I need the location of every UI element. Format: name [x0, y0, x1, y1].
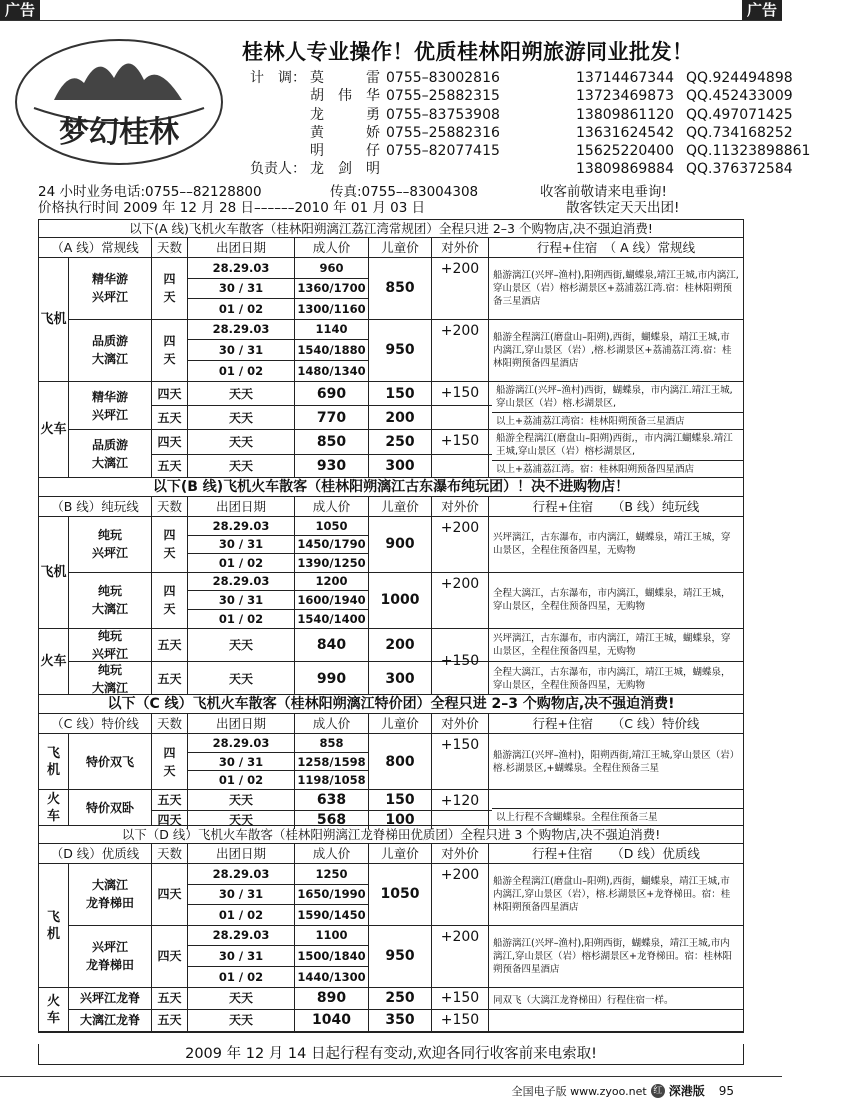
contact-row: [250, 69, 846, 87]
outside-price: +120: [432, 790, 489, 810]
date-cell: 30 / 31: [188, 753, 294, 772]
group-rows: [69, 988, 743, 1031]
date-list: [188, 926, 295, 988]
contact-mobile: 15625220400: [576, 143, 674, 160]
route-name: 特价双飞: [69, 734, 152, 789]
footer-site: 全国电子版 www.zyoo.net: [511, 1084, 647, 1098]
date-cell: 01 / 02: [218, 301, 264, 316]
itinerary-desc: 船游漓江(兴坪–渔村)，阳朔西街,靖江王城,穿山景区（岩）榕.杉湖景区,+蝴蝶泉。全程住预备三星: [493, 749, 735, 774]
contact-role: 计 调：: [250, 70, 306, 86]
header-cell: 对外价: [432, 497, 489, 516]
adult-price: 1040: [295, 1010, 369, 1031]
header-cell: 出团日期: [188, 844, 295, 863]
transport-group: [39, 790, 743, 826]
price-period: 价格执行时间 2009 年 12 月 28 日––––––2010 年 01 月 03 日: [38, 199, 426, 216]
adult-price: 1590/1450: [297, 907, 366, 922]
itinerary-desc: 兴坪漓江，古东瀑布，市内漓江，蝴蝶泉，靖江王城，穿山景区，全程住预备四星，无购物: [493, 532, 731, 557]
date-cell: 30 / 31: [188, 946, 294, 967]
route-row: [69, 1010, 743, 1031]
route-name: 品质游 大漓江: [69, 320, 152, 382]
itinerary-desc: 全程大漓江，古东瀑布，市内漓江，蝴蝶泉，靖江王城，穿山景区，全程住预备四星，无购物: [493, 588, 731, 613]
header-cell: （C 线）特价线: [39, 714, 152, 733]
transport-group: [39, 734, 743, 790]
transport-group: [39, 382, 743, 478]
ad-label-right: 广告: [742, 0, 782, 20]
child-price: 150: [369, 790, 432, 810]
section-band: 以下(B 线)飞机火车散客（桂林阳朔漓江古东瀑布纯玩团）！决不进购物店！: [39, 478, 743, 497]
route-days: 五天: [152, 455, 188, 479]
transport-label: 飞机: [39, 258, 69, 381]
route-name: 大漓江 龙脊梯田: [69, 864, 152, 925]
adult-price-list: [295, 734, 369, 789]
route-days: 四 天: [152, 258, 188, 319]
itinerary-desc: 兴坪漓江，古东瀑布，市内漓江，靖江王城，蝴蝶泉，穿山景区，全程住预备四星，无购物: [493, 633, 731, 657]
adult-price: 1140: [295, 320, 368, 341]
child-price: 950: [369, 926, 432, 988]
hotline-phone: 24 小时业务电话:0755––82128800: [38, 184, 262, 200]
train-rows: [152, 430, 492, 478]
transport-label: 飞 机: [39, 864, 69, 987]
adult-price: 1650/1990: [295, 885, 368, 906]
adult-price: 1600/1940: [295, 591, 368, 610]
date-cell: 28.29.03: [188, 258, 294, 279]
date-list: [188, 258, 295, 319]
transport-label: 火车: [39, 629, 69, 694]
train-rows: [152, 790, 492, 826]
transport-group: [39, 517, 743, 629]
header-cell: 出团日期: [188, 714, 295, 733]
date-cell: 天天: [188, 406, 295, 429]
outside-price: +150: [432, 652, 489, 695]
group-rows: [69, 629, 743, 694]
date-cell: 天天: [188, 662, 295, 695]
header-cell: 成人价: [295, 714, 369, 733]
adult-price: 690: [295, 382, 369, 405]
adult-price: 1300/1160: [297, 301, 366, 316]
date-cell: 30 / 31: [188, 340, 294, 361]
desc-rows: [492, 430, 743, 478]
header-cell: 成人价: [295, 238, 369, 257]
adult-price: 890: [295, 988, 369, 1009]
adult-price: 1050: [295, 517, 368, 536]
child-price: 200: [369, 406, 432, 429]
child-price: 350: [369, 1010, 432, 1031]
group-rows: [69, 790, 743, 828]
date-cell: 天天: [188, 811, 295, 829]
adult-price: 1100: [295, 926, 368, 947]
contact-qq: QQ.734168252: [686, 124, 793, 141]
adult-price-list: [295, 573, 369, 629]
itinerary-desc: 船游全程漓江(磨盘山–阳朔),西街，蝴蝶泉，靖江王城,市内漓江,穿山景区（岩）,榕.杉湖景区+荔浦荔江湾.宿：桂林阳朔预备四星酒店: [493, 331, 732, 369]
contact-qq: QQ.497071425: [686, 106, 793, 123]
route-days: 五天: [152, 988, 188, 1009]
contact-row: [250, 106, 846, 124]
adult-price: 1390/1250: [297, 555, 366, 570]
header-cell: （A 线）常规线: [39, 238, 152, 257]
header-cell: 儿童价: [369, 844, 432, 863]
header-cell: 儿童价: [369, 497, 432, 516]
transport-group: [39, 629, 743, 695]
route-name: 大漓江龙脊: [69, 1010, 152, 1031]
train-subrow: [152, 430, 492, 455]
fax-note: 收客前敬请来电垂询!: [540, 184, 667, 200]
transport-group: [39, 988, 743, 1032]
date-cell: 28.29.03: [188, 573, 294, 592]
train-subrow: [152, 455, 492, 479]
outside-price: +150: [432, 988, 489, 1009]
outside-price: +150: [432, 430, 489, 454]
itinerary-desc: 船游全程漓江(磨盘山–阳朔)西街,，市内漓江蝴蝶泉.靖江王城,穿山景区（岩）榕杉湖景区,: [492, 430, 743, 461]
route-days: 四 天: [152, 573, 188, 629]
date-cell: 30 / 31: [188, 591, 294, 610]
desc-rows: [492, 790, 743, 826]
table-header: [39, 497, 743, 517]
header-itinerary: 行程+住宿 （B 线）纯玩线: [532, 499, 700, 514]
contact-tel: 0755–82077415: [386, 143, 500, 160]
date-cell: 01 / 02: [218, 555, 264, 570]
contact-row: [250, 142, 846, 160]
route-days: 四 天: [152, 734, 188, 789]
adult-price: 1258/1598: [295, 753, 368, 772]
child-price: 250: [369, 430, 432, 454]
date-cell: 天天: [188, 790, 295, 810]
header-cell: 儿童价: [369, 714, 432, 733]
contact-role: [250, 106, 310, 124]
adult-price: 850: [295, 430, 369, 454]
footer-badge: 红: [651, 1084, 665, 1098]
price-table: [38, 219, 744, 1033]
logo-text: 梦幻桂林: [59, 115, 179, 150]
route-days: 五天: [152, 406, 188, 429]
train-rows: [152, 382, 492, 429]
date-list: [188, 517, 295, 572]
transport-label: 火 车: [39, 790, 69, 825]
itinerary-desc: 同双飞（大漓江龙脊梯田）行程住宿一样。: [493, 994, 674, 1006]
transport-label: 火 车: [39, 988, 69, 1031]
header-cell: 天数: [152, 497, 188, 516]
itinerary-desc: 船游全程漓江(磨盘山–阳朔),西街，蝴蝶泉，靖江王城,市内漓江,穿山景区（岩），榕.杉湖景区+龙脊梯田。宿：桂林阳朔预备四星酒店: [493, 875, 731, 913]
adult-price: 1200: [295, 573, 368, 592]
adult-price: 1250: [295, 864, 368, 885]
hotline-block: [38, 185, 744, 216]
itinerary-desc: 船游漓江(兴坪–渔村),阳朔西街,蝴蝶泉,靖江王城,市内漓江,穿山景区（岩）榕杉湖景区+荔浦荔江湾.宿：桂林阳朔预备三星酒店: [493, 269, 739, 307]
outside-price: +200: [432, 258, 489, 319]
route-row: [69, 734, 743, 789]
itinerary-desc: 船游漓江(兴坪–渔村),阳朔西街，蝴蝶泉，靖江王城,市内漓江,穿山景区（岩）榕杉湖景区+龙脊梯田。宿：桂林阳朔预备四星酒店: [493, 937, 732, 975]
adult-price: 1480/1340: [297, 364, 366, 379]
route-name: 兴坪江 龙脊梯田: [69, 926, 152, 988]
adult-price-list: [295, 926, 369, 988]
adult-price: 1540/1400: [297, 612, 366, 627]
transport-label: 飞 机: [39, 734, 69, 789]
outside-price-blank: [432, 455, 489, 479]
logo: [14, 38, 224, 166]
contact-row: [250, 87, 846, 105]
period-note: 散客铁定天天出团!: [566, 199, 680, 216]
transport-group: [39, 258, 743, 382]
route-name: 纯玩 大漓江: [69, 662, 152, 695]
contact-qq: QQ.452433009: [686, 88, 793, 105]
adult-price: 568: [295, 811, 369, 829]
table-header: [39, 844, 743, 864]
hotline-fax: 传真:0755––83004308: [330, 184, 479, 200]
header-cell: 对外价: [432, 238, 489, 257]
adult-price: 1360/1700: [295, 279, 368, 300]
date-list: [188, 864, 295, 925]
ad-label-left: 广告: [0, 0, 40, 20]
bottom-note: 2009 年 12 月 14 日起行程有变动,欢迎各同行收客前来电索取!: [38, 1044, 744, 1065]
contact-mobile: 13714467344: [576, 70, 674, 86]
contact-row: [250, 124, 846, 142]
date-cell: 天天: [188, 1010, 295, 1031]
adult-price: 858: [295, 734, 368, 753]
section-band: 以下（C 线）飞机火车散客（桂林阳朔漓江特价团）全程只进 2–3 个购物店,决不强迫消费!: [39, 695, 743, 714]
contact-role: [250, 87, 310, 105]
header-itinerary: 行程+住宿 （ A 线）常规线: [536, 240, 696, 255]
header-cell: 天数: [152, 238, 188, 257]
adult-price: 840: [295, 629, 369, 661]
itinerary-desc: [492, 790, 743, 809]
outside-price: +200: [432, 517, 489, 572]
date-cell: 天天: [188, 455, 295, 479]
group-rows: [69, 382, 743, 477]
contact-row: [250, 160, 846, 178]
adult-price-list: [295, 320, 369, 382]
date-cell: 01 / 02: [218, 364, 264, 379]
contact-role: [250, 124, 310, 142]
train-subrow: [152, 406, 492, 429]
footer-page: 95: [718, 1083, 734, 1098]
outside-price: +200: [432, 864, 489, 925]
adult-price: 1450/1790: [295, 536, 368, 555]
transport-group: [39, 864, 743, 988]
itinerary-desc: 船游漓江(兴坪–渔村)西街，蝴蝶泉，市内漓江.靖江王城,穿山景区（岩）榕.杉湖景区,: [492, 382, 743, 413]
table-header: [39, 238, 743, 258]
adult-price-list: [295, 864, 369, 925]
contact-role: 负责人：: [250, 161, 306, 178]
section-band: 以下(A 线)飞机火车散客（桂林阳朔漓江荔江湾常规团）全程只进 2–3 个购物店,决不强迫消费!: [39, 220, 743, 238]
child-price: 950: [369, 320, 432, 382]
header-cell: 成人价: [295, 497, 369, 516]
adult-price: 1500/1840: [295, 946, 368, 967]
route-days: 四 天: [152, 320, 188, 382]
date-list: [188, 573, 295, 629]
date-cell: 天天: [188, 382, 295, 405]
header-cell: （B 线）纯玩线: [39, 497, 152, 516]
route-name: 品质游 大漓江: [69, 430, 152, 478]
route-row: [69, 926, 743, 988]
contact-name: 黄娇: [310, 124, 380, 141]
adult-price: 960: [295, 258, 368, 279]
route-name: 特价双卧: [69, 790, 152, 826]
adult-price: 930: [295, 455, 369, 479]
contact-name: 龙剑明: [310, 161, 380, 178]
contact-tel: 0755–25882316: [386, 124, 500, 141]
route-days: 五天: [152, 662, 188, 695]
route-row: [69, 258, 743, 320]
group-rows: [69, 864, 743, 987]
header-cell: 对外价: [432, 714, 489, 733]
adult-price: 990: [295, 662, 369, 695]
child-price: 1050: [369, 864, 432, 925]
route-days: 四天: [152, 864, 188, 925]
train-subrow: [152, 790, 492, 811]
route-name: 纯玩 兴坪江: [69, 629, 152, 661]
contact-name: 胡伟华: [310, 88, 380, 105]
header-cell: 成人价: [295, 844, 369, 863]
date-cell: 28.29.03: [188, 517, 294, 536]
transport-label: 火车: [39, 382, 69, 477]
date-cell: 30 / 31: [188, 885, 294, 906]
date-cell: 01 / 02: [218, 907, 264, 922]
route-row: [69, 790, 743, 826]
route-days: 四 天: [152, 517, 188, 572]
child-price: 800: [369, 734, 432, 789]
route-row: [69, 653, 743, 695]
adult-price: 1440/1300: [297, 970, 366, 985]
child-price: 850: [369, 258, 432, 319]
outside-price-blank: [432, 406, 489, 429]
header-cell: 儿童价: [369, 238, 432, 257]
outside-price: +200: [432, 320, 489, 382]
group-rows: [69, 258, 743, 381]
contact-mobile: 13631624542: [576, 124, 674, 141]
contact-list: [250, 69, 846, 179]
date-cell: 01 / 02: [218, 773, 264, 788]
route-name: 精华游 兴坪江: [69, 382, 152, 429]
adult-price: 1198/1058: [297, 773, 366, 788]
route-row: [69, 864, 743, 926]
route-row: [69, 517, 743, 573]
adult-price: 638: [295, 790, 369, 810]
itinerary-desc: 以上+荔浦荔江湾。宿：桂林阳朔预备四星酒店: [496, 464, 694, 475]
route-days: 五天: [152, 629, 188, 661]
adult-price-list: [295, 258, 369, 319]
date-cell: 天天: [188, 988, 295, 1009]
date-cell: 28.29.03: [188, 864, 294, 885]
route-row: [69, 382, 743, 430]
child-price: 100: [369, 811, 432, 829]
date-cell: 天天: [188, 430, 295, 454]
child-price: 150: [369, 382, 432, 405]
outside-price: +200: [432, 573, 489, 629]
header-cell: 出团日期: [188, 497, 295, 516]
date-cell: 28.29.03: [188, 320, 294, 341]
contact-mobile: 13723469873: [576, 88, 674, 105]
transport-label: 飞机: [39, 517, 69, 628]
itinerary-desc: 以上+荔浦荔江湾宿：桂林阳朔预备三星酒店: [496, 416, 685, 427]
section-band: 以下（D 线）飞机火车散客（桂林阳朔漓江龙脊梯田优质团）全程只进 3 个购物店,决不强迫消费!: [39, 826, 743, 844]
contact-qq: QQ.11323898861: [686, 143, 811, 160]
route-row: [69, 629, 743, 662]
table-header: [39, 714, 743, 734]
child-price: 300: [369, 662, 432, 695]
contact-mobile: 13809869884: [576, 161, 674, 178]
child-price: 1000: [369, 573, 432, 629]
date-cell: 01 / 02: [218, 612, 264, 627]
contact-mobile: 13809861120: [576, 106, 674, 123]
page-footer: [512, 1082, 734, 1099]
date-list: [188, 320, 295, 382]
route-row: [69, 430, 743, 478]
outside-price: +150: [432, 734, 489, 789]
contact-tel: 0755–83002816: [386, 70, 500, 86]
route-days: 四天: [152, 430, 188, 454]
itinerary-desc: 全程大漓江，古东瀑布，市内漓江，靖江王城，蝴蝶泉，穿山景区，全程住预备四星，无购物: [493, 666, 731, 691]
outside-price: +200: [432, 926, 489, 988]
header-cell: （D 线）优质线: [39, 844, 152, 863]
itinerary-desc: [489, 1010, 743, 1031]
route-name: 纯玩 大漓江: [69, 573, 152, 629]
child-price: 250: [369, 988, 432, 1009]
header-cell: 出团日期: [188, 238, 295, 257]
route-days: 四天: [152, 926, 188, 988]
date-list: [188, 734, 295, 789]
train-subrow: [152, 382, 492, 406]
date-cell: 01 / 02: [218, 970, 264, 985]
outside-price: +150: [432, 382, 489, 405]
outside-price: +150: [432, 1010, 489, 1031]
contact-name: 莫雷: [310, 70, 380, 86]
route-name: 纯玩 兴坪江: [69, 517, 152, 572]
route-days: 四天: [152, 811, 188, 829]
date-cell: 28.29.03: [188, 926, 294, 947]
header-cell: 天数: [152, 714, 188, 733]
contact-tel: 0755–83753908: [386, 106, 500, 123]
child-price: 900: [369, 517, 432, 572]
header-cell: 天数: [152, 844, 188, 863]
contact-tel: 0755–25882315: [386, 88, 500, 105]
contact-tel: [386, 160, 576, 178]
route-row: [69, 988, 743, 1010]
group-rows: [69, 734, 743, 789]
contact-qq: QQ.376372584: [686, 161, 793, 178]
date-cell: 30 / 31: [188, 279, 294, 300]
date-cell: 30 / 31: [188, 536, 294, 555]
bottom-rule: [0, 1076, 782, 1077]
contact-name: 明仔: [310, 143, 380, 160]
date-cell: 28.29.03: [188, 734, 294, 753]
footer-edition: 深港版: [668, 1084, 705, 1098]
route-name: 精华游 兴坪江: [69, 258, 152, 319]
adult-price: 1540/1880: [295, 340, 368, 361]
top-rule: [0, 20, 782, 21]
contact-role: [250, 142, 310, 160]
header-itinerary: 行程+住宿 （C 线）特价线: [532, 716, 700, 731]
contact-name: 龙勇: [310, 106, 380, 123]
contact-qq: QQ.924494898: [686, 70, 793, 86]
route-days: 五天: [152, 790, 188, 810]
group-rows: [69, 517, 743, 628]
date-cell: 天天: [188, 629, 295, 661]
header-itinerary: 行程+住宿 （D 线）优质线: [532, 846, 700, 861]
route-days: 四天: [152, 382, 188, 405]
itinerary-desc: 以上行程不含蝴蝶泉。全程住预备三星: [496, 811, 658, 823]
route-row: [69, 320, 743, 382]
route-name: 兴坪江龙脊: [69, 988, 152, 1009]
route-days: 五天: [152, 1010, 188, 1031]
adult-price: 770: [295, 406, 369, 429]
route-row: [69, 573, 743, 629]
header-cell: 对外价: [432, 844, 489, 863]
child-price: 300: [369, 455, 432, 479]
adult-price-list: [295, 517, 369, 572]
headline: 桂林人专业操作！优质桂林阳朔旅游同业批发！: [242, 39, 694, 64]
desc-rows: [492, 382, 743, 429]
child-price: 200: [369, 629, 432, 661]
